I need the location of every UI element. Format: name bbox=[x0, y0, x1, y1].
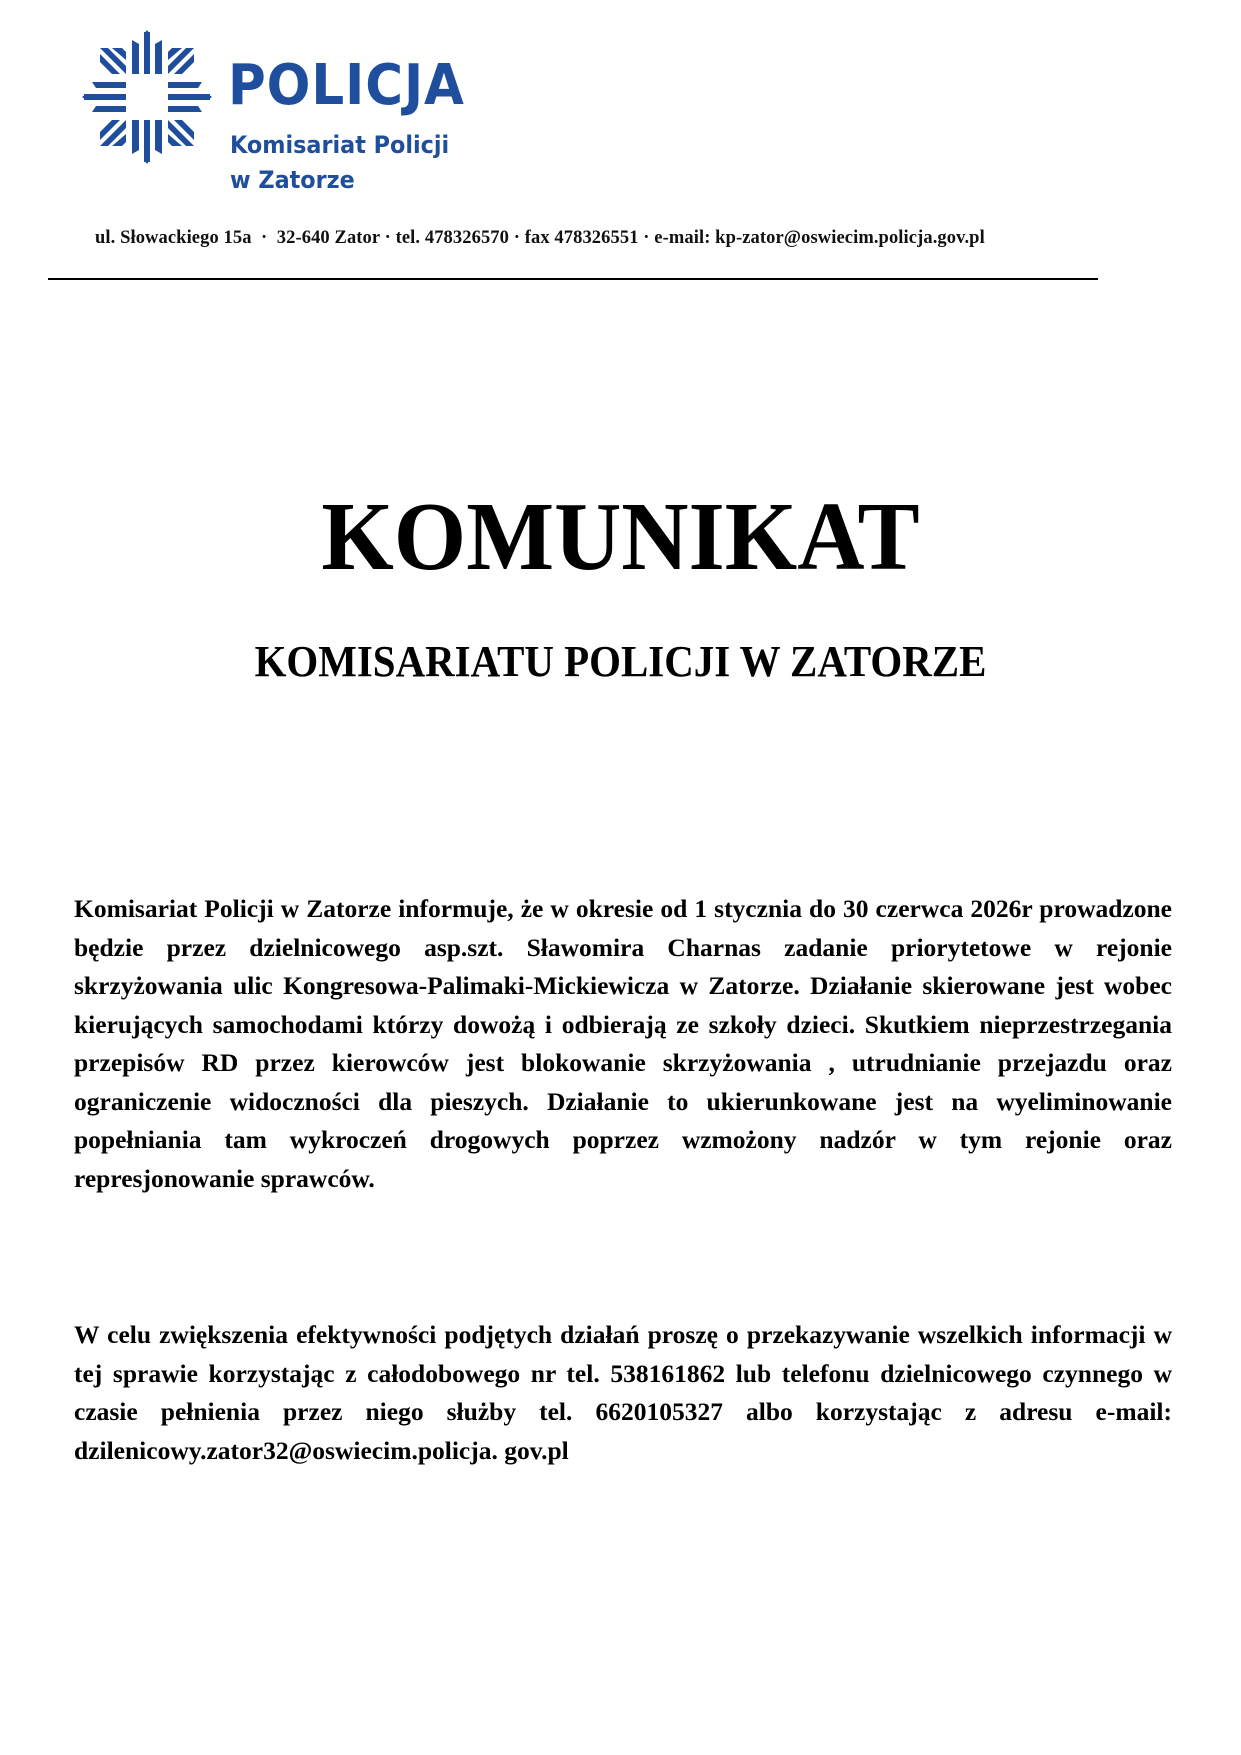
document-subtitle: KOMISARIATU POLICJI W ZATORZE bbox=[254, 637, 987, 686]
header-divider bbox=[48, 278, 1098, 280]
police-logo bbox=[80, 30, 500, 200]
document-title: KOMUNIKAT bbox=[321, 483, 920, 591]
contact-paragraph: W celu zwiększenia efektywności podjętych działań proszę o przekazywanie wszelkich informacji w tej sprawie korzystając z całodobowego nr tel. 538161862 lub telefonu dzielnicowego czynnego w czasie pełnienia przez niego służby tel. 6620105327 albo korzystając z adresu e-mail: dzilenicowy.zator32@oswiecim.policja. gov.pl bbox=[74, 1320, 1172, 1465]
logo-subtitle-line1: Komisariat Policji bbox=[230, 131, 450, 159]
logo-subtitle-line2: w Zatorze bbox=[230, 166, 355, 194]
body-paragraph: Komisariat Policji w Zatorze informuje, że w okresie od 1 stycznia do 30 czerwca 2026r prowadzone będzie przez dzielnicowego asp.szt. Sławomira Charnas zadanie priorytetowe w rejonie skrzyżowania ulic Kongresowa-Palimaki-Mickiewicza w Zatorze. Działanie skierowane jest wobec kierujących samochodami którzy dowożą i odbierają ze szkoły dzieci. Skutkiem nieprzestrzegania przepisów RD przez kierowców jest blokowanie skrzyżowania , utrudnianie przejazdu oraz ograniczenie widoczności dla pieszych. Działanie to ukierunkowane jest na wyeliminowanie popełniania tam wykroczeń drogowych poprzez wzmożony nadzór w tym rejonie oraz represjonowanie sprawców. bbox=[74, 894, 1172, 1193]
logo-title: POLICJA bbox=[228, 53, 465, 118]
police-star-icon bbox=[82, 30, 212, 164]
address-line: ul. Słowackiego 15a · 32-640 Zator · tel. 478326570 · fax 478326551 · e-mail: kp-zator@oswiecim.policja.gov.pl bbox=[95, 228, 985, 248]
